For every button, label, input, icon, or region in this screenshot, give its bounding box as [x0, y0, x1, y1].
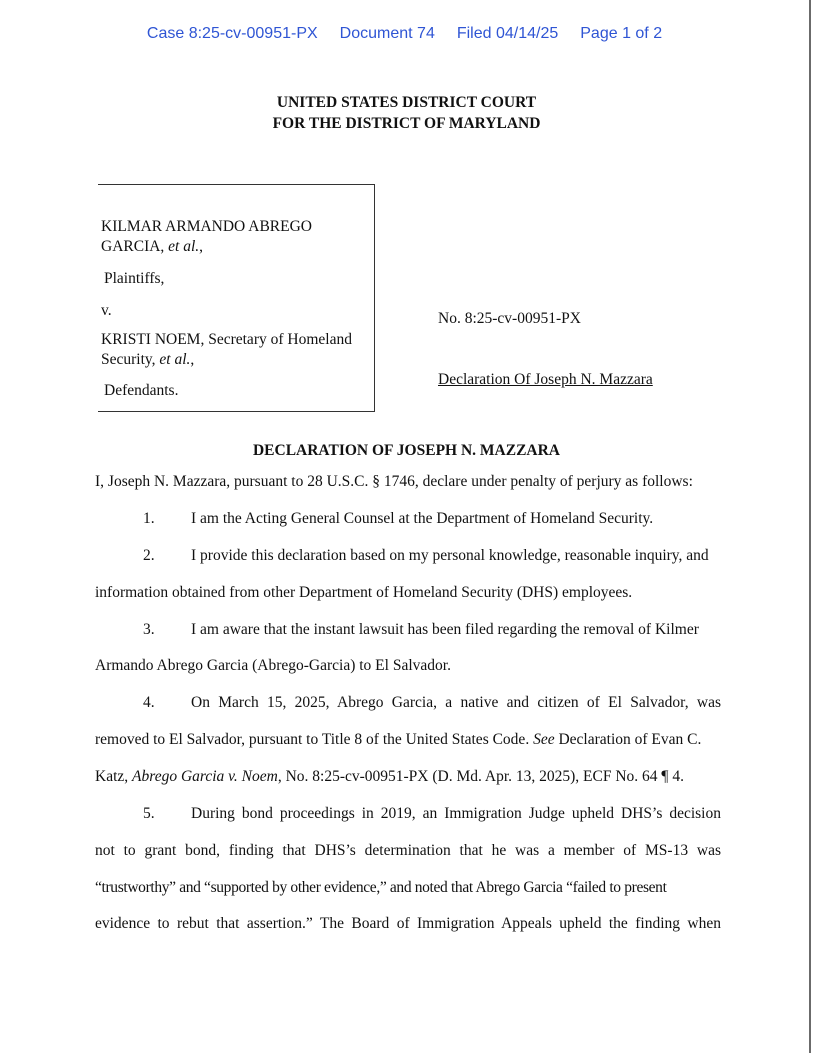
plaintiff-name-line1: KILMAR ARMANDO ABREGO [101, 218, 312, 235]
paragraph-4-line2-text: removed to El Salvador, pursuant to Title 8 of the United States Code. [95, 731, 534, 748]
paragraph-4-line1: On March 15, 2025, Abrego Garcia, a native and citizen of El Salvador, was [191, 694, 721, 711]
comma: , [190, 351, 195, 368]
paragraph-5-line3: “trustworthy” and “supported by other evidence,” and noted that Abrego Garcia “failed to present [95, 879, 667, 896]
paragraph-2-line2: information obtained from other Department of Homeland Security (DHS) employees. [95, 584, 633, 601]
paragraph-5-line1: During bond proceedings in 2019, an Immigration Judge upheld DHS’s decision [191, 805, 721, 822]
page-number-header: Page 1 of 2 [580, 25, 663, 42]
paragraph-4-line3-text: , No. 8:25-cv-00951-PX (D. Md. Apr. 13, 2025), ECF No. 64 ¶ 4. [277, 768, 684, 785]
page-right-edge [809, 0, 811, 1053]
paragraph-3-line2: Armando Abrego Garcia (Abrego-Garcia) to El Salvador. [95, 657, 451, 674]
document-number-header: Document 74 [339, 25, 435, 42]
defendant-name-line2 [101, 350, 194, 370]
paragraph-1-line1: I am the Acting General Counsel at the Department of Homeland Security. [191, 510, 654, 527]
plaintiff-name-line2 [101, 237, 203, 257]
paragraph-number: 2. [143, 547, 155, 564]
et-al-italic: et al. [168, 238, 200, 255]
versus-label: v. [101, 302, 112, 319]
case-number-header: Case 8:25-cv-00951-PX [146, 25, 318, 42]
paragraph-number: 3. [143, 621, 155, 638]
paragraph-4-line2-text: Declaration of Evan C. [554, 731, 702, 748]
paragraph-3-line1: I am aware that the instant lawsuit has been filed regarding the removal of Kilmer [191, 621, 699, 638]
ecf-filing-header [0, 25, 809, 43]
paragraph-number: 1. [143, 510, 155, 527]
see-signal-italic: See [533, 731, 555, 748]
paragraph-number: 5. [143, 805, 155, 822]
et-al-italic: et al. [159, 351, 191, 368]
defendant-name-line1: KRISTI NOEM, Secretary of Homeland [101, 331, 352, 348]
caption-document-title: Declaration Of Joseph N. Mazzara [438, 371, 653, 388]
plaintiffs-label: Plaintiffs, [104, 270, 165, 287]
paragraph-5-line4: evidence to rebut that assertion.” The Board of Immigration Appeals upheld the finding when [95, 915, 721, 932]
plaintiff-name-text: GARCIA, [101, 238, 169, 255]
court-heading [0, 92, 813, 134]
comma: , [199, 238, 204, 255]
paragraph-4-line3-text: Katz, [95, 768, 133, 785]
declaration-title: DECLARATION OF JOSEPH N. MAZZARA [252, 442, 560, 459]
declaration-intro: I, Joseph N. Mazzara, pursuant to 28 U.S.C. § 1746, declare under penalty of perjury as follows: [95, 473, 693, 490]
paragraph-4-line2 [95, 731, 701, 749]
court-name: UNITED STATES DISTRICT COURT [276, 94, 537, 111]
paragraph-2-line1: I provide this declaration based on my personal knowledge, reasonable inquiry, and [191, 547, 709, 564]
case-citation-italic: Abrego Garcia v. Noem [132, 768, 278, 785]
paragraph-4-line3 [95, 768, 684, 786]
court-district: FOR THE DISTRICT OF MARYLAND [272, 115, 541, 132]
caption-case-number: No. 8:25-cv-00951-PX [438, 310, 581, 327]
defendant-name-text: Security, [101, 351, 160, 368]
paragraph-5-line2: not to grant bond, finding that DHS’s determination that he was a member of MS-13 was [95, 842, 721, 859]
paragraph-number: 4. [143, 694, 155, 711]
defendants-label: Defendants. [104, 382, 179, 399]
filed-date-header: Filed 04/14/25 [456, 25, 559, 42]
